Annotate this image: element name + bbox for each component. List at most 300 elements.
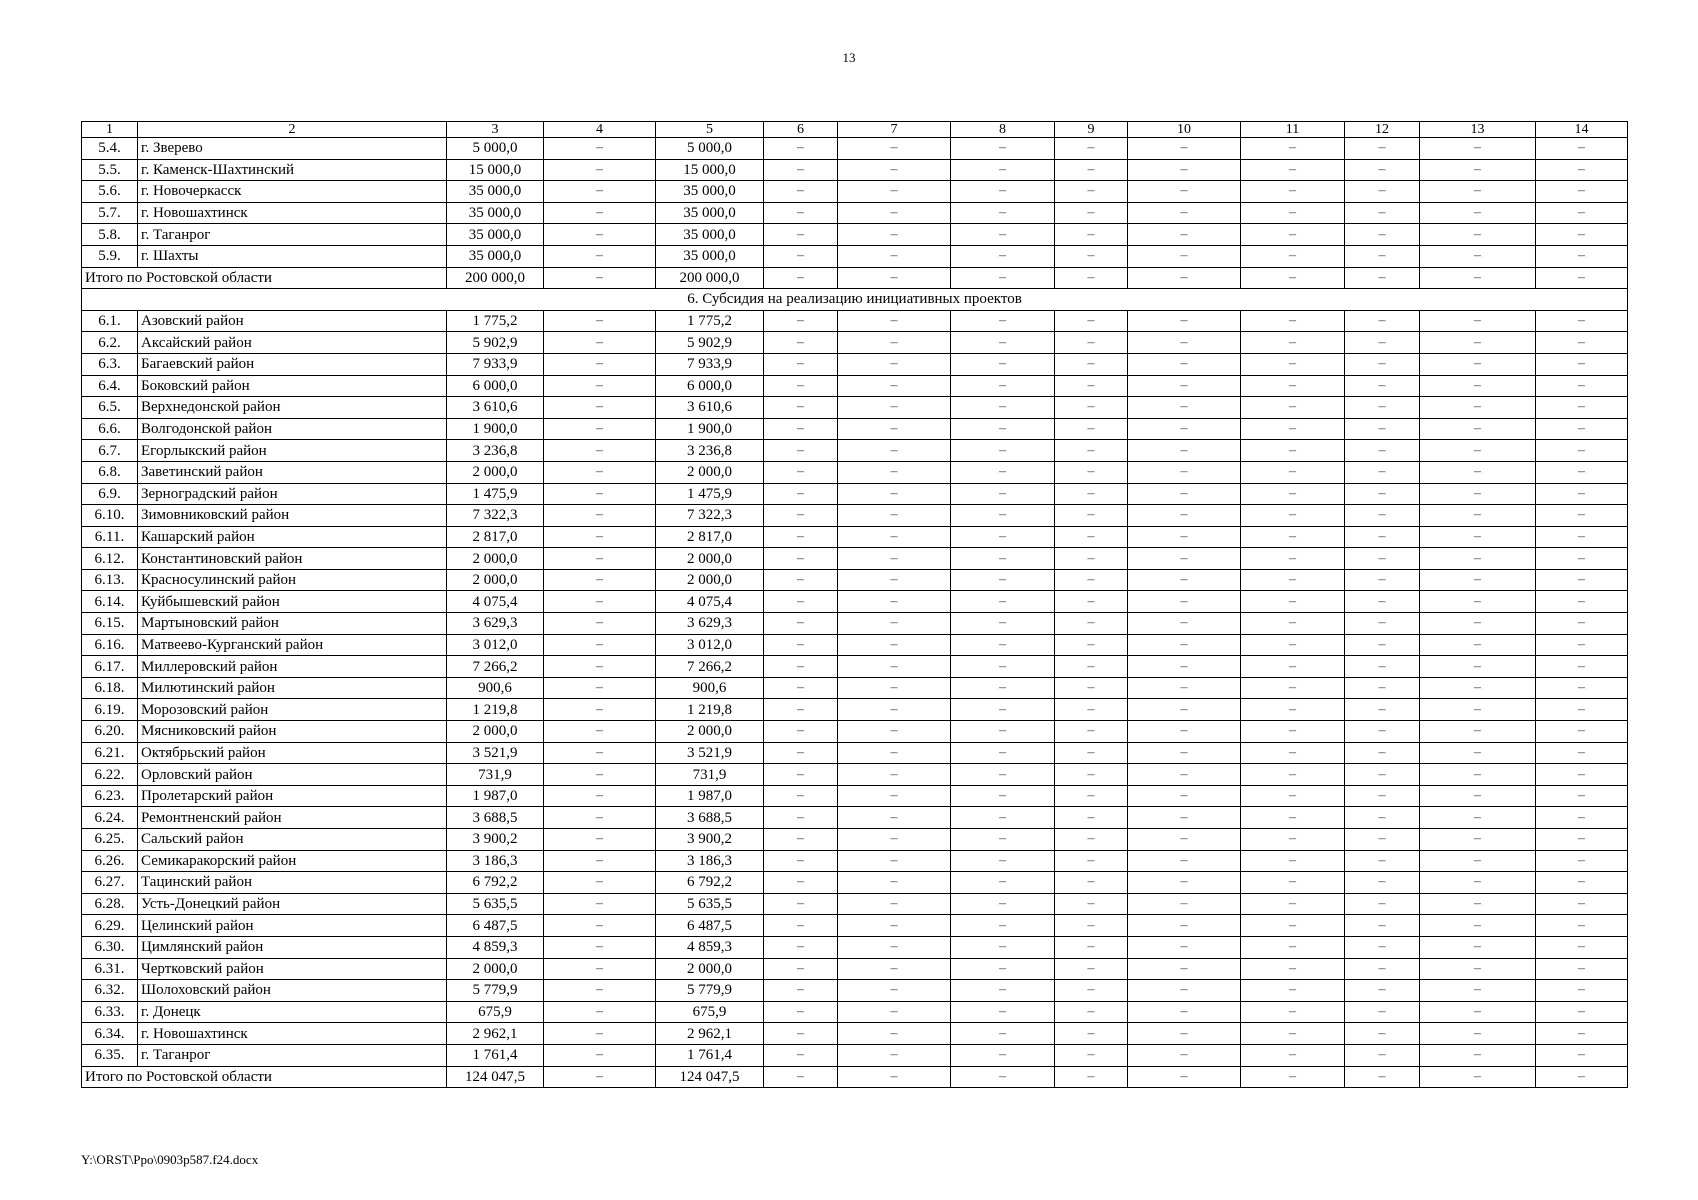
- amount-col3: 1 475,9: [447, 483, 544, 505]
- empty-cell-col10: –: [1128, 591, 1241, 613]
- table-row: [82, 1044, 1628, 1066]
- empty-cell-col10: –: [1128, 353, 1241, 375]
- empty-cell-col4: –: [544, 807, 656, 829]
- empty-cell-col6: –: [764, 181, 838, 203]
- empty-cell-col6: –: [764, 569, 838, 591]
- empty-cell-col7: –: [838, 958, 951, 980]
- empty-cell-col14: –: [1536, 1066, 1628, 1088]
- empty-cell-col9: –: [1055, 872, 1128, 894]
- empty-cell-col6: –: [764, 1044, 838, 1066]
- empty-cell-col10: –: [1128, 764, 1241, 786]
- empty-cell-col11: –: [1241, 936, 1345, 958]
- empty-cell-col6: –: [764, 613, 838, 635]
- empty-cell-col6: –: [764, 872, 838, 894]
- total-col5: 124 047,5: [656, 1066, 764, 1088]
- empty-cell-col13: –: [1420, 569, 1536, 591]
- empty-cell-col8: –: [951, 591, 1055, 613]
- empty-cell-col14: –: [1536, 656, 1628, 678]
- empty-cell-col4: –: [544, 461, 656, 483]
- empty-cell-col12: –: [1345, 785, 1420, 807]
- empty-cell-col11: –: [1241, 980, 1345, 1002]
- total-col3: 200 000,0: [447, 267, 544, 289]
- empty-cell-col4: –: [544, 267, 656, 289]
- empty-cell-col7: –: [838, 613, 951, 635]
- empty-cell-col10: –: [1128, 656, 1241, 678]
- row-number: 6.27.: [82, 872, 138, 894]
- empty-cell-col11: –: [1241, 764, 1345, 786]
- empty-cell-col7: –: [838, 721, 951, 743]
- empty-cell-col9: –: [1055, 656, 1128, 678]
- amount-col5: 35 000,0: [656, 181, 764, 203]
- empty-cell-col4: –: [544, 569, 656, 591]
- empty-cell-col9: –: [1055, 958, 1128, 980]
- empty-cell-col12: –: [1345, 461, 1420, 483]
- row-number: 5.7.: [82, 202, 138, 224]
- empty-cell-col13: –: [1420, 375, 1536, 397]
- empty-cell-col14: –: [1536, 526, 1628, 548]
- empty-cell-col9: –: [1055, 677, 1128, 699]
- empty-cell-col7: –: [838, 699, 951, 721]
- empty-cell-col14: –: [1536, 181, 1628, 203]
- municipality-name: Заветинский район: [138, 461, 447, 483]
- empty-cell-col6: –: [764, 829, 838, 851]
- amount-col3: 7 266,2: [447, 656, 544, 678]
- empty-cell-col8: –: [951, 332, 1055, 354]
- empty-cell-col14: –: [1536, 1001, 1628, 1023]
- amount-col3: 5 635,5: [447, 893, 544, 915]
- row-number: 6.12.: [82, 548, 138, 570]
- empty-cell-col13: –: [1420, 159, 1536, 181]
- empty-cell-col6: –: [764, 785, 838, 807]
- empty-cell-col12: –: [1345, 418, 1420, 440]
- empty-cell-col7: –: [838, 332, 951, 354]
- table-row: [82, 483, 1628, 505]
- empty-cell-col6: –: [764, 202, 838, 224]
- empty-cell-col11: –: [1241, 785, 1345, 807]
- empty-cell-col10: –: [1128, 332, 1241, 354]
- empty-cell-col4: –: [544, 332, 656, 354]
- empty-cell-col13: –: [1420, 785, 1536, 807]
- empty-cell-col10: –: [1128, 138, 1241, 160]
- empty-cell-col12: –: [1345, 397, 1420, 419]
- empty-cell-col8: –: [951, 742, 1055, 764]
- empty-cell-col8: –: [951, 980, 1055, 1002]
- municipality-name: г. Донецк: [138, 1001, 447, 1023]
- empty-cell-col4: –: [544, 1023, 656, 1045]
- empty-cell-col10: –: [1128, 267, 1241, 289]
- empty-cell-col6: –: [764, 591, 838, 613]
- table-row: [82, 893, 1628, 915]
- empty-cell-col12: –: [1345, 505, 1420, 527]
- table-row: [82, 634, 1628, 656]
- empty-cell-col11: –: [1241, 245, 1345, 267]
- empty-cell-col14: –: [1536, 807, 1628, 829]
- empty-cell-col11: –: [1241, 483, 1345, 505]
- empty-cell-col13: –: [1420, 915, 1536, 937]
- empty-cell-col12: –: [1345, 159, 1420, 181]
- empty-cell-col6: –: [764, 958, 838, 980]
- empty-cell-col13: –: [1420, 245, 1536, 267]
- amount-col3: 900,6: [447, 677, 544, 699]
- empty-cell-col13: –: [1420, 721, 1536, 743]
- column-number: 1: [82, 122, 138, 138]
- empty-cell-col6: –: [764, 505, 838, 527]
- empty-cell-col4: –: [544, 310, 656, 332]
- empty-cell-col13: –: [1420, 872, 1536, 894]
- row-number: 6.35.: [82, 1044, 138, 1066]
- empty-cell-col12: –: [1345, 829, 1420, 851]
- amount-col5: 1 475,9: [656, 483, 764, 505]
- row-number: 6.26.: [82, 850, 138, 872]
- amount-col3: 1 775,2: [447, 310, 544, 332]
- empty-cell-col10: –: [1128, 159, 1241, 181]
- empty-cell-col10: –: [1128, 375, 1241, 397]
- empty-cell-col7: –: [838, 1001, 951, 1023]
- empty-cell-col4: –: [544, 742, 656, 764]
- empty-cell-col6: –: [764, 850, 838, 872]
- empty-cell-col11: –: [1241, 721, 1345, 743]
- empty-cell-col13: –: [1420, 1044, 1536, 1066]
- empty-cell-col9: –: [1055, 267, 1128, 289]
- amount-col5: 3 521,9: [656, 742, 764, 764]
- empty-cell-col8: –: [951, 483, 1055, 505]
- table-row: [82, 1023, 1628, 1045]
- amount-col3: 675,9: [447, 1001, 544, 1023]
- row-number: 6.24.: [82, 807, 138, 829]
- amount-col5: 1 219,8: [656, 699, 764, 721]
- table-row: [82, 850, 1628, 872]
- empty-cell-col9: –: [1055, 850, 1128, 872]
- empty-cell-col11: –: [1241, 397, 1345, 419]
- empty-cell-col12: –: [1345, 936, 1420, 958]
- empty-cell-col8: –: [951, 181, 1055, 203]
- municipality-name: Боковский район: [138, 375, 447, 397]
- row-number: 6.8.: [82, 461, 138, 483]
- empty-cell-col4: –: [544, 1001, 656, 1023]
- amount-col5: 4 075,4: [656, 591, 764, 613]
- table-row: [82, 397, 1628, 419]
- amount-col5: 3 186,3: [656, 850, 764, 872]
- empty-cell-col6: –: [764, 915, 838, 937]
- column-number: 7: [838, 122, 951, 138]
- empty-cell-col10: –: [1128, 915, 1241, 937]
- amount-col5: 2 000,0: [656, 721, 764, 743]
- amount-col3: 5 000,0: [447, 138, 544, 160]
- amount-col5: 6 487,5: [656, 915, 764, 937]
- empty-cell-col10: –: [1128, 461, 1241, 483]
- empty-cell-col10: –: [1128, 1023, 1241, 1045]
- section-row: [82, 289, 1628, 311]
- amount-col3: 2 817,0: [447, 526, 544, 548]
- empty-cell-col4: –: [544, 1044, 656, 1066]
- empty-cell-col9: –: [1055, 1023, 1128, 1045]
- municipality-name: Аксайский район: [138, 332, 447, 354]
- empty-cell-col13: –: [1420, 267, 1536, 289]
- empty-cell-col8: –: [951, 569, 1055, 591]
- empty-cell-col13: –: [1420, 634, 1536, 656]
- empty-cell-col7: –: [838, 461, 951, 483]
- municipality-name: Кашарский район: [138, 526, 447, 548]
- empty-cell-col10: –: [1128, 1066, 1241, 1088]
- table-row: [82, 310, 1628, 332]
- amount-col5: 1 987,0: [656, 785, 764, 807]
- empty-cell-col4: –: [544, 548, 656, 570]
- empty-cell-col12: –: [1345, 375, 1420, 397]
- row-number: 6.15.: [82, 613, 138, 635]
- page-number: 13: [842, 50, 856, 65]
- empty-cell-col9: –: [1055, 1001, 1128, 1023]
- empty-cell-col12: –: [1345, 850, 1420, 872]
- empty-cell-col11: –: [1241, 1023, 1345, 1045]
- empty-cell-col10: –: [1128, 1001, 1241, 1023]
- total-row: [82, 1066, 1628, 1088]
- amount-col5: 1 775,2: [656, 310, 764, 332]
- amount-col5: 7 933,9: [656, 353, 764, 375]
- empty-cell-col7: –: [838, 785, 951, 807]
- table-row: [82, 375, 1628, 397]
- empty-cell-col6: –: [764, 526, 838, 548]
- empty-cell-col7: –: [838, 807, 951, 829]
- empty-cell-col10: –: [1128, 699, 1241, 721]
- empty-cell-col7: –: [838, 850, 951, 872]
- empty-cell-col4: –: [544, 721, 656, 743]
- empty-cell-col8: –: [951, 397, 1055, 419]
- empty-cell-col8: –: [951, 440, 1055, 462]
- amount-col3: 35 000,0: [447, 202, 544, 224]
- empty-cell-col14: –: [1536, 958, 1628, 980]
- empty-cell-col4: –: [544, 440, 656, 462]
- empty-cell-col4: –: [544, 202, 656, 224]
- row-number: 6.23.: [82, 785, 138, 807]
- amount-col3: 2 000,0: [447, 569, 544, 591]
- empty-cell-col8: –: [951, 310, 1055, 332]
- column-number: 9: [1055, 122, 1128, 138]
- empty-cell-col9: –: [1055, 764, 1128, 786]
- amount-col5: 35 000,0: [656, 245, 764, 267]
- empty-cell-col8: –: [951, 138, 1055, 160]
- empty-cell-col7: –: [838, 224, 951, 246]
- empty-cell-col11: –: [1241, 224, 1345, 246]
- empty-cell-col12: –: [1345, 483, 1420, 505]
- empty-cell-col14: –: [1536, 483, 1628, 505]
- empty-cell-col13: –: [1420, 742, 1536, 764]
- municipality-name: Милютинский район: [138, 677, 447, 699]
- empty-cell-col14: –: [1536, 202, 1628, 224]
- empty-cell-col6: –: [764, 440, 838, 462]
- row-number: 6.22.: [82, 764, 138, 786]
- amount-col3: 5 902,9: [447, 332, 544, 354]
- empty-cell-col6: –: [764, 548, 838, 570]
- empty-cell-col13: –: [1420, 505, 1536, 527]
- amount-col3: 3 236,8: [447, 440, 544, 462]
- empty-cell-col7: –: [838, 980, 951, 1002]
- empty-cell-col12: –: [1345, 656, 1420, 678]
- empty-cell-col13: –: [1420, 1001, 1536, 1023]
- municipality-name: Матвеево-Курганский район: [138, 634, 447, 656]
- amount-col3: 1 219,8: [447, 699, 544, 721]
- empty-cell-col6: –: [764, 159, 838, 181]
- table-row: [82, 958, 1628, 980]
- empty-cell-col8: –: [951, 915, 1055, 937]
- empty-cell-col13: –: [1420, 138, 1536, 160]
- amount-col5: 6 792,2: [656, 872, 764, 894]
- amount-col3: 2 000,0: [447, 548, 544, 570]
- empty-cell-col7: –: [838, 656, 951, 678]
- empty-cell-col13: –: [1420, 936, 1536, 958]
- empty-cell-col7: –: [838, 893, 951, 915]
- table-row: [82, 699, 1628, 721]
- amount-col3: 3 900,2: [447, 829, 544, 851]
- empty-cell-col11: –: [1241, 310, 1345, 332]
- empty-cell-col10: –: [1128, 936, 1241, 958]
- amount-col3: 1 987,0: [447, 785, 544, 807]
- row-number: 6.7.: [82, 440, 138, 462]
- empty-cell-col14: –: [1536, 742, 1628, 764]
- table-row: [82, 980, 1628, 1002]
- empty-cell-col12: –: [1345, 353, 1420, 375]
- empty-cell-col6: –: [764, 980, 838, 1002]
- empty-cell-col7: –: [838, 677, 951, 699]
- table-row: [82, 224, 1628, 246]
- column-number: 11: [1241, 122, 1345, 138]
- amount-col5: 3 012,0: [656, 634, 764, 656]
- table-row: [82, 569, 1628, 591]
- amount-col5: 2 962,1: [656, 1023, 764, 1045]
- empty-cell-col11: –: [1241, 159, 1345, 181]
- empty-cell-col4: –: [544, 677, 656, 699]
- empty-cell-col10: –: [1128, 850, 1241, 872]
- empty-cell-col6: –: [764, 634, 838, 656]
- municipality-name: Мартыновский район: [138, 613, 447, 635]
- empty-cell-col11: –: [1241, 807, 1345, 829]
- table-row: [82, 181, 1628, 203]
- table-row: [82, 245, 1628, 267]
- empty-cell-col9: –: [1055, 699, 1128, 721]
- total-col5: 200 000,0: [656, 267, 764, 289]
- amount-col5: 6 000,0: [656, 375, 764, 397]
- empty-cell-col10: –: [1128, 202, 1241, 224]
- empty-cell-col8: –: [951, 850, 1055, 872]
- empty-cell-col8: –: [951, 224, 1055, 246]
- amount-col3: 6 792,2: [447, 872, 544, 894]
- empty-cell-col7: –: [838, 526, 951, 548]
- amount-col5: 5 902,9: [656, 332, 764, 354]
- empty-cell-col13: –: [1420, 958, 1536, 980]
- row-number: 6.21.: [82, 742, 138, 764]
- empty-cell-col4: –: [544, 181, 656, 203]
- empty-cell-col9: –: [1055, 591, 1128, 613]
- table-row: [82, 138, 1628, 160]
- empty-cell-col6: –: [764, 375, 838, 397]
- empty-cell-col6: –: [764, 1066, 838, 1088]
- column-number: 5: [656, 122, 764, 138]
- column-number: 2: [138, 122, 447, 138]
- empty-cell-col12: –: [1345, 224, 1420, 246]
- column-number: 6: [764, 122, 838, 138]
- empty-cell-col9: –: [1055, 505, 1128, 527]
- amount-col3: 15 000,0: [447, 159, 544, 181]
- empty-cell-col7: –: [838, 353, 951, 375]
- municipality-name: Азовский район: [138, 310, 447, 332]
- row-number: 6.11.: [82, 526, 138, 548]
- empty-cell-col4: –: [544, 138, 656, 160]
- empty-cell-col8: –: [951, 548, 1055, 570]
- empty-cell-col14: –: [1536, 893, 1628, 915]
- empty-cell-col8: –: [951, 785, 1055, 807]
- empty-cell-col7: –: [838, 915, 951, 937]
- municipality-name: Константиновский район: [138, 548, 447, 570]
- empty-cell-col8: –: [951, 267, 1055, 289]
- municipality-name: Красносулинский район: [138, 569, 447, 591]
- municipality-name: Целинский район: [138, 915, 447, 937]
- municipality-name: Мясниковский район: [138, 721, 447, 743]
- empty-cell-col10: –: [1128, 548, 1241, 570]
- empty-cell-col10: –: [1128, 245, 1241, 267]
- empty-cell-col8: –: [951, 505, 1055, 527]
- empty-cell-col9: –: [1055, 224, 1128, 246]
- empty-cell-col10: –: [1128, 829, 1241, 851]
- empty-cell-col10: –: [1128, 742, 1241, 764]
- empty-cell-col6: –: [764, 936, 838, 958]
- row-number: 5.8.: [82, 224, 138, 246]
- empty-cell-col7: –: [838, 267, 951, 289]
- amount-col3: 35 000,0: [447, 181, 544, 203]
- empty-cell-col7: –: [838, 159, 951, 181]
- empty-cell-col7: –: [838, 1023, 951, 1045]
- empty-cell-col8: –: [951, 677, 1055, 699]
- row-number: 5.9.: [82, 245, 138, 267]
- empty-cell-col11: –: [1241, 872, 1345, 894]
- empty-cell-col12: –: [1345, 548, 1420, 570]
- empty-cell-col10: –: [1128, 785, 1241, 807]
- empty-cell-col7: –: [838, 764, 951, 786]
- empty-cell-col4: –: [544, 159, 656, 181]
- empty-cell-col8: –: [951, 159, 1055, 181]
- empty-cell-col4: –: [544, 613, 656, 635]
- empty-cell-col14: –: [1536, 785, 1628, 807]
- empty-cell-col12: –: [1345, 872, 1420, 894]
- municipality-name: Багаевский район: [138, 353, 447, 375]
- empty-cell-col7: –: [838, 181, 951, 203]
- municipality-name: Зимовниковский район: [138, 505, 447, 527]
- allocation-table-wrap: [81, 121, 1627, 1088]
- empty-cell-col7: –: [838, 1044, 951, 1066]
- column-number: 13: [1420, 122, 1536, 138]
- empty-cell-col14: –: [1536, 1044, 1628, 1066]
- empty-cell-col12: –: [1345, 267, 1420, 289]
- amount-col3: 4 075,4: [447, 591, 544, 613]
- empty-cell-col14: –: [1536, 850, 1628, 872]
- empty-cell-col12: –: [1345, 181, 1420, 203]
- empty-cell-col11: –: [1241, 677, 1345, 699]
- amount-col5: 5 000,0: [656, 138, 764, 160]
- empty-cell-col10: –: [1128, 505, 1241, 527]
- empty-cell-col4: –: [544, 915, 656, 937]
- empty-cell-col7: –: [838, 872, 951, 894]
- empty-cell-col14: –: [1536, 915, 1628, 937]
- empty-cell-col12: –: [1345, 721, 1420, 743]
- empty-cell-col4: –: [544, 785, 656, 807]
- empty-cell-col9: –: [1055, 980, 1128, 1002]
- empty-cell-col6: –: [764, 483, 838, 505]
- empty-cell-col9: –: [1055, 353, 1128, 375]
- municipality-name: г. Зверево: [138, 138, 447, 160]
- empty-cell-col13: –: [1420, 829, 1536, 851]
- empty-cell-col9: –: [1055, 138, 1128, 160]
- empty-cell-col13: –: [1420, 677, 1536, 699]
- amount-col5: 3 900,2: [656, 829, 764, 851]
- empty-cell-col6: –: [764, 267, 838, 289]
